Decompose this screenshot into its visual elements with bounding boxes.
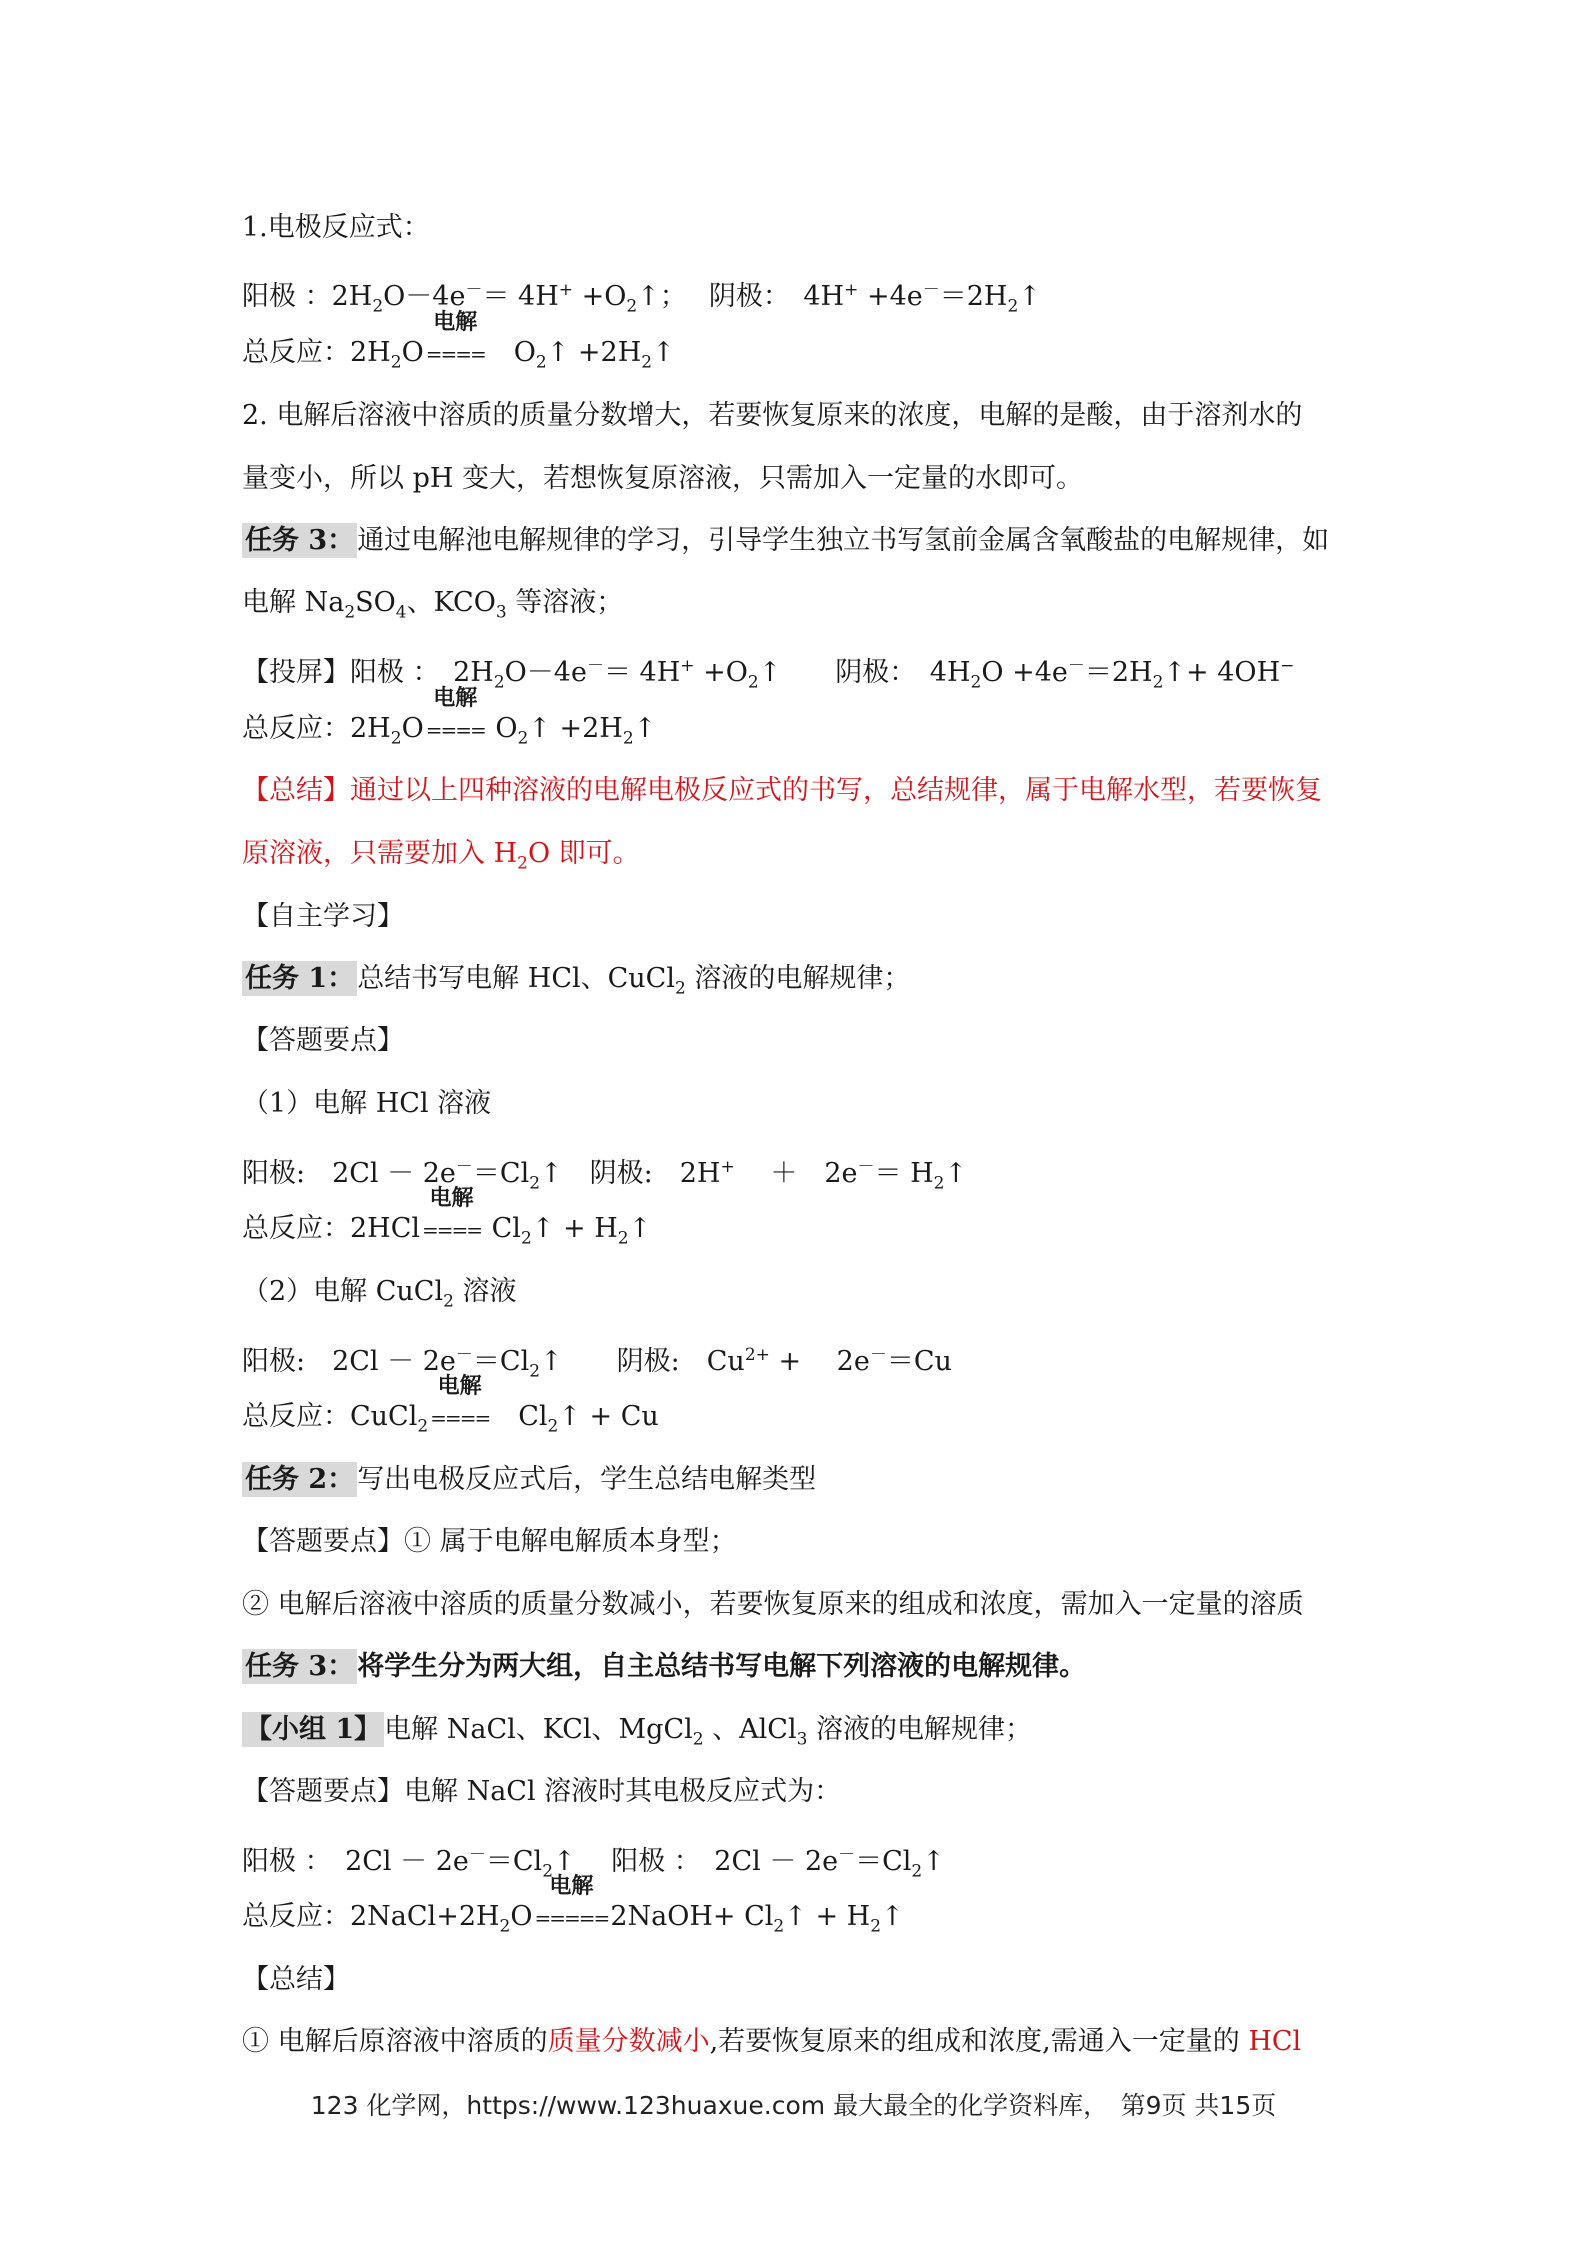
text: ↑ (628, 1213, 652, 1244)
text: ＝2H (1084, 657, 1153, 688)
subscript: 2 (622, 728, 634, 749)
text: 总反应：2HCl (242, 1213, 421, 1244)
text: ＝Cl (472, 1158, 530, 1189)
text: O 即可。 (527, 838, 640, 869)
text: － 2e (769, 1846, 839, 1877)
equals: ==== (425, 718, 485, 742)
text: ↑ + H (531, 1213, 618, 1244)
subscript: 2 (933, 1173, 945, 1194)
subscript: 2 (529, 1361, 541, 1382)
total-reaction-line (242, 1185, 1362, 1251)
label: 电解 (549, 1873, 594, 1899)
total-reaction-line (242, 1373, 1362, 1439)
paragraph-line (242, 2022, 1362, 2064)
text: （2）电解 CuCl (242, 1276, 444, 1307)
text: O－4e (383, 281, 466, 312)
subscript: 2 (626, 296, 638, 317)
text: ↑ + Cu (558, 1401, 659, 1432)
electrode-equation-line (242, 1147, 1362, 1194)
subscript: 3 (495, 602, 507, 623)
paragraph-line (242, 396, 1362, 438)
paragraph-line (242, 1585, 1362, 1627)
subscript: 2 (493, 672, 505, 693)
text: 总反应：2NaCl+2H (242, 1901, 500, 1932)
text: O (401, 337, 424, 368)
subscript: 2 (547, 1416, 559, 1437)
text: ↑ 阴极: 2H (540, 1158, 721, 1189)
text: ② 电解后溶液中溶质的质量分数减小，若要恢复原来的组成和浓度，需加入一定量的溶质 (242, 1589, 1304, 1620)
summary-line (242, 834, 1362, 876)
subscript: 2 (1007, 296, 1019, 317)
page-footer: 123 化学网，https://www.123huaxue.com 最大最全的化学资料库， 第9页 共15页 (310, 2091, 1277, 2120)
electrode-equation-line (242, 1335, 1362, 1382)
subscript: 2 (970, 672, 982, 693)
superscript: － (838, 1845, 856, 1865)
superscript: + (558, 280, 573, 300)
text: 总反应：2H (242, 713, 391, 744)
text: +4e (858, 281, 923, 312)
superscript: + (844, 280, 859, 300)
text: ↑ (922, 1846, 945, 1877)
superscript: － (922, 280, 940, 300)
text: ↑ (944, 1158, 968, 1189)
electrolysis-arrow (422, 1185, 482, 1250)
text: 、KCO (406, 587, 496, 618)
subscript: 3 (796, 1729, 808, 1750)
label: 电解 (429, 1185, 474, 1211)
superscript: － (857, 1157, 875, 1177)
subscript: 2 (344, 602, 356, 623)
text: ＝Cl (855, 1846, 912, 1877)
electrolysis-arrow (534, 1873, 609, 1938)
text: ↑ (652, 337, 675, 368)
text: SO (355, 587, 396, 618)
subscript: 2 (641, 352, 653, 373)
text: Cl (491, 1401, 548, 1432)
text: + 2e (769, 1346, 870, 1377)
text: ＝ 4H (482, 281, 559, 312)
equals: ===== (534, 1906, 609, 1930)
text: 等溶液； (506, 587, 624, 618)
text: 【答题要点】电解 NaCl 溶液时其电极反应式为： (242, 1776, 842, 1807)
text: 通过电解池电解规律的学习，引导学生独立书写氢前金属含氧酸盐的电解规律，如 (357, 525, 1330, 556)
superscript: + (720, 1157, 735, 1177)
text: ① 电解后原溶液中溶质的 (242, 2026, 548, 2057)
paragraph-line (242, 1772, 1362, 1814)
subscript: 2 (542, 1861, 554, 1882)
highlight-text: 质量分数减小 (547, 2026, 710, 2057)
subscript: 2 (747, 672, 759, 693)
text: 阳极: 2Cl (242, 1346, 388, 1377)
total-reaction-line (242, 309, 1362, 375)
text: 溶液的电解规律； (685, 963, 911, 994)
text: 阳极 ： 2Cl (242, 1846, 401, 1877)
text: 【投屏】阳极 ： 2H (242, 657, 494, 688)
text: 电解 NaCl、KCl、MgCl (384, 1714, 693, 1745)
superscript: － (455, 1157, 473, 1177)
subscript: 4 (395, 602, 407, 623)
text: +O (573, 281, 627, 312)
text: ↑ +2H (546, 337, 642, 368)
superscript: 2+ (744, 1345, 770, 1365)
electrolysis-arrow (425, 309, 485, 374)
subscript: 2 (529, 1173, 541, 1194)
text: 写出电极反应式后，学生总结电解类型 (357, 1464, 817, 1495)
equals: ==== (430, 1406, 490, 1430)
text: ↑ (881, 1901, 904, 1932)
text: ↑ 阳极 ： 2Cl (553, 1846, 770, 1877)
superscript: － (468, 1845, 486, 1865)
task-line (242, 1460, 1362, 1502)
text: 总反应：CuCl (242, 1401, 418, 1432)
subscript: 2 (417, 1416, 429, 1437)
text: O +4e (981, 657, 1068, 688)
text: ＝2H (939, 281, 1008, 312)
text: ＝ 4H (603, 657, 681, 688)
text: 2. 电解后溶液中溶质的质量分数增大，若要恢复原来的浓度，电解的是酸，由于溶剂水的 (242, 400, 1303, 431)
subscript: 2 (617, 1228, 629, 1249)
task-label: 任务 1： (242, 961, 357, 996)
text: ↑ + H (784, 1901, 871, 1932)
text: 【答题要点】 (242, 1025, 404, 1056)
subscript: 2 (499, 1916, 511, 1937)
equals: ==== (422, 1218, 482, 1242)
superscript: − (1280, 656, 1295, 676)
text: O (401, 713, 424, 744)
task-line (242, 1647, 1362, 1689)
task-label: 任务 3： (242, 523, 357, 558)
subscript: 2 (773, 1916, 785, 1937)
text: +O (694, 657, 748, 688)
subscript: 2 (390, 728, 402, 749)
text: 溶液 (453, 1276, 517, 1307)
text: 量变小，所以 pH 变大，若想恢复原溶液，只需加入一定量的水即可。 (242, 463, 1083, 494)
text: 溶液的电解规律； (807, 1714, 1033, 1745)
text: ↑； 阴极： 4H (637, 281, 845, 312)
section-heading (242, 208, 1362, 250)
subscript: 2 (1152, 672, 1164, 693)
superscript: + (680, 656, 695, 676)
text: 【总结】通过以上四种溶液的电解电极反应式的书写，总结规律，属于电解水型，若要恢复 (242, 775, 1322, 806)
subscript: 2 (911, 1861, 923, 1882)
subscript: 2 (535, 352, 547, 373)
text: 总结书写电解 HCl、CuCl (357, 963, 675, 994)
label: 电解 (437, 1373, 482, 1399)
label: 电解 (433, 309, 478, 335)
paragraph-line (242, 583, 1362, 625)
subheading (242, 1272, 1362, 1314)
subscript: 2 (692, 1729, 704, 1750)
subscript: 2 (390, 352, 402, 373)
total-reaction-line (242, 1873, 1362, 1939)
electrode-equation-line (242, 1835, 1362, 1882)
superscript: － (465, 280, 483, 300)
task-label: 任务 3： (242, 1649, 357, 1684)
group-line (242, 1710, 1362, 1752)
text: ＝Cl (485, 1846, 543, 1877)
text: － 2e (387, 1158, 456, 1189)
text: ＝Cl (472, 1346, 530, 1377)
section-heading (242, 897, 1362, 939)
subscript: 2 (372, 296, 384, 317)
text: 、AlCl (703, 1714, 797, 1745)
text: 原溶液，只需要加入 H (242, 838, 518, 869)
text: O (486, 337, 536, 368)
total-reaction-line (242, 685, 1362, 751)
superscript: － (455, 1345, 473, 1365)
text: O (510, 1901, 533, 1932)
subscript: 2 (517, 853, 528, 874)
subscript: 2 (674, 978, 686, 999)
text: ↑ (1018, 281, 1041, 312)
electrode-equation-line (242, 646, 1362, 693)
electrolysis-arrow (425, 685, 485, 750)
text: ＝ H (874, 1158, 934, 1189)
highlight-text: HCl (1248, 2026, 1302, 2057)
text: O－4e (504, 657, 587, 688)
subscript: 2 (520, 1228, 532, 1249)
superscript: － (869, 1345, 887, 1365)
text: ↑ 阴极: Cu (540, 1346, 745, 1377)
text: 1.电极反应式： (242, 212, 430, 243)
superscript: － (1067, 656, 1085, 676)
text: ＋ 2e (734, 1158, 858, 1189)
text: 【自主学习】 (242, 901, 404, 932)
superscript: － (586, 656, 604, 676)
text: 【总结】 (242, 1964, 350, 1995)
text: 阳极 ：2H (242, 281, 373, 312)
text: ↑ (633, 713, 657, 744)
text: ,若要恢复原来的组成和浓度,需通入一定量的 (709, 2026, 1249, 2057)
text: － 2e (387, 1346, 456, 1377)
text: 2NaOH+ Cl (610, 1901, 774, 1932)
subscript: 2 (517, 728, 529, 749)
text: 将学生分为两大组，自主总结书写电解下列溶液的电解规律。 (357, 1651, 1087, 1682)
task-label: 任务 2： (242, 1462, 357, 1497)
text: 电解 Na (242, 587, 345, 618)
equals: ==== (425, 342, 485, 366)
text: 阳极: 2Cl (242, 1158, 388, 1189)
text: － 2e (400, 1846, 469, 1877)
text: ↑+ 4OH (1163, 657, 1281, 688)
text: O (486, 713, 518, 744)
section-heading (242, 1021, 1362, 1063)
electrode-equation-line (242, 270, 1362, 317)
label: 电解 (433, 685, 478, 711)
text: Cl (483, 1213, 521, 1244)
text: 总反应：2H (242, 337, 391, 368)
text: 【答题要点】① 属于电解电解质本身型； (242, 1526, 737, 1557)
subheading (242, 1084, 1362, 1126)
text: ＝Cu (886, 1346, 952, 1377)
section-heading (242, 1960, 1362, 2002)
paragraph-line (242, 459, 1362, 501)
paragraph-line (242, 1522, 1362, 1564)
text: ↑ 阴极： 4H (758, 657, 971, 688)
summary-line (242, 771, 1362, 813)
task-line (242, 959, 1362, 1001)
electrolysis-arrow (430, 1373, 490, 1438)
subscript: 2 (443, 1291, 454, 1312)
text: （1）电解 HCl 溶液 (242, 1088, 492, 1119)
task-line (242, 521, 1362, 563)
group-label: 【小组 1】 (242, 1712, 384, 1747)
subscript: 2 (870, 1916, 882, 1937)
text: ↑ +2H (528, 713, 623, 744)
